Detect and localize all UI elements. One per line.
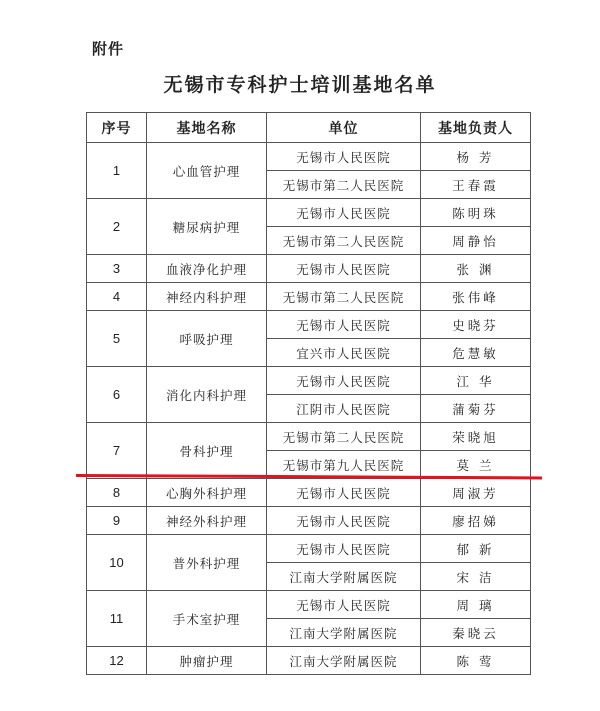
cell-base-name: 普外科护理 [147,535,267,591]
table-row [87,283,531,311]
table-row [87,199,531,227]
table-header-row [87,113,531,143]
cell-base-name: 糖尿病护理 [147,199,267,255]
cell-person: 周 璃 [421,591,531,619]
table-row [87,255,531,283]
cell-person: 王春霞 [421,171,531,199]
cell-seq: 4 [87,283,147,311]
cell-person: 史晓芬 [421,311,531,339]
cell-seq: 12 [87,647,147,675]
cell-person: 陈 莺 [421,647,531,675]
cell-unit: 江南大学附属医院 [267,647,421,675]
cell-person: 危慧敏 [421,339,531,367]
cell-base-name: 心胸外科护理 [147,479,267,507]
cell-seq: 3 [87,255,147,283]
cell-seq: 10 [87,535,147,591]
table-body [87,143,531,675]
cell-base-name: 消化内科护理 [147,367,267,423]
cell-person: 蒲菊芬 [421,395,531,423]
table-row [87,535,531,563]
header-unit: 单位 [267,113,421,143]
cell-base-name: 骨科护理 [147,423,267,479]
cell-unit: 江南大学附属医院 [267,563,421,591]
cell-unit: 无锡市人民医院 [267,591,421,619]
cell-person: 郁 新 [421,535,531,563]
cell-unit: 无锡市人民医院 [267,199,421,227]
cell-person: 秦晓云 [421,619,531,647]
cell-seq: 1 [87,143,147,199]
cell-unit: 无锡市第二人民医院 [267,227,421,255]
cell-unit: 无锡市第二人民医院 [267,283,421,311]
cell-person: 陈明珠 [421,199,531,227]
cell-unit: 无锡市人民医院 [267,367,421,395]
cell-person: 周静怡 [421,227,531,255]
document-title: 无锡市专科护士培训基地名单 [163,74,437,96]
cell-person: 周淑芳 [421,479,531,507]
table-row [87,423,531,451]
table-row [87,647,531,675]
cell-seq: 7 [87,423,147,479]
cell-seq: 11 [87,591,147,647]
cell-person: 江 华 [421,367,531,395]
cell-seq: 8 [87,479,147,507]
cell-person: 张 渊 [421,255,531,283]
cell-seq: 6 [87,367,147,423]
cell-person: 莫 兰 [421,451,531,479]
table-row [87,367,531,395]
cell-unit: 无锡市第二人民医院 [267,171,421,199]
header-person: 基地负责人 [421,113,531,143]
training-base-table [86,112,531,675]
cell-unit: 无锡市第二人民医院 [267,423,421,451]
cell-unit: 无锡市第九人民医院 [267,451,421,479]
table-row [87,143,531,171]
cell-base-name: 血液净化护理 [147,255,267,283]
cell-unit: 宜兴市人民医院 [267,339,421,367]
cell-unit: 无锡市人民医院 [267,507,421,535]
cell-person: 张伟峰 [421,283,531,311]
cell-unit: 无锡市人民医院 [267,143,421,171]
table-row [87,311,531,339]
table-row [87,591,531,619]
cell-base-name: 呼吸护理 [147,311,267,367]
cell-unit: 无锡市人民医院 [267,311,421,339]
header-base-name: 基地名称 [147,113,267,143]
cell-base-name: 手术室护理 [147,591,267,647]
cell-person: 荣晓旭 [421,423,531,451]
cell-seq: 5 [87,311,147,367]
table-row [87,507,531,535]
table-row [87,479,531,507]
attachment-label: 附件 [92,40,125,58]
header-seq: 序号 [87,113,147,143]
cell-unit: 无锡市人民医院 [267,535,421,563]
cell-person: 杨 芳 [421,143,531,171]
cell-unit: 江南大学附属医院 [267,619,421,647]
cell-person: 宋 洁 [421,563,531,591]
cell-base-name: 心血管护理 [147,143,267,199]
cell-unit: 江阴市人民医院 [267,395,421,423]
cell-base-name: 神经外科护理 [147,507,267,535]
cell-unit: 无锡市人民医院 [267,255,421,283]
cell-seq: 2 [87,199,147,255]
cell-person: 廖招娣 [421,507,531,535]
cell-base-name: 肿瘤护理 [147,647,267,675]
cell-seq: 9 [87,507,147,535]
cell-unit: 无锡市人民医院 [267,479,421,507]
cell-base-name: 神经内科护理 [147,283,267,311]
